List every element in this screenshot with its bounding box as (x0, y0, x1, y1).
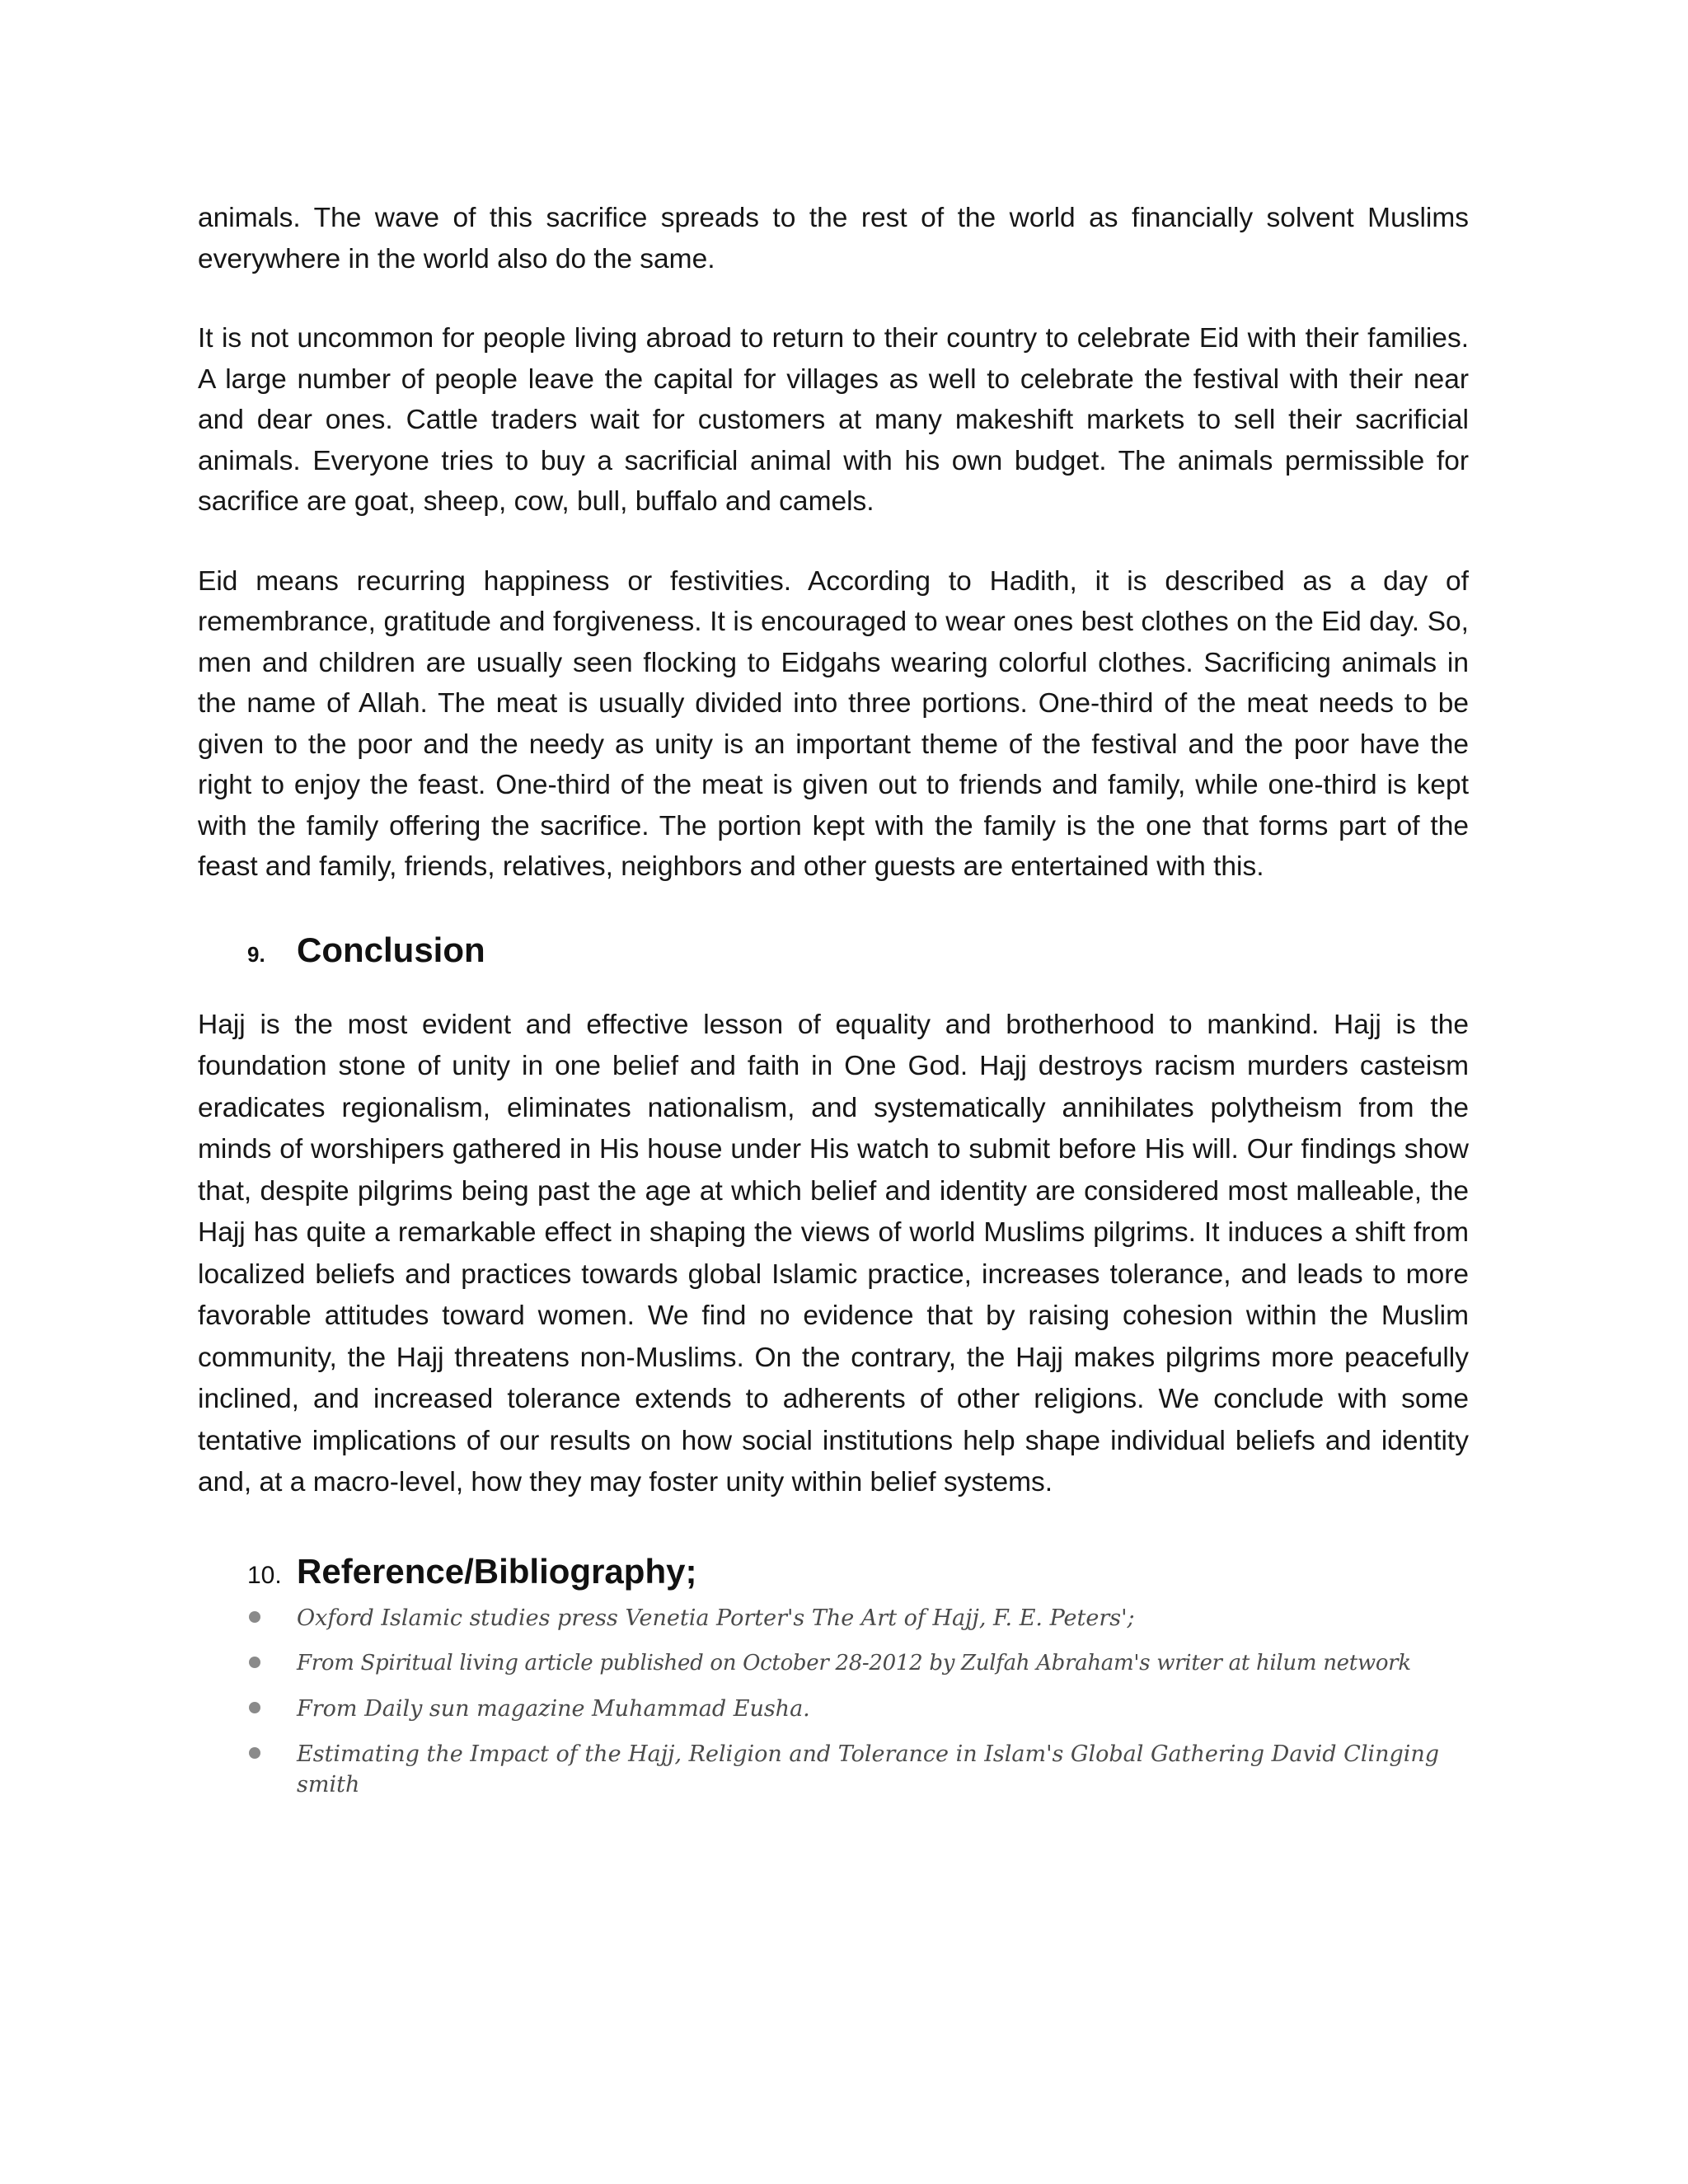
conclusion-text: Hajj is the most evident and effective lesson of equality and brotherhood to mankind. Hajj is the foundation stone of unity in one belief and faith in One God. Hajj destroys racism murders casteism eradicates regionalism, eliminates nationalism, and systematically annihilates polytheism from the minds of worshipers gathered in His house under His watch to submit before His will. Our findings show that, despite pilgrims being past the age at which belief and identity are considered most malleable, the Hajj has quite a remarkable effect in shaping the views of world Muslims pilgrims. It induces a shift from localized beliefs and practices towards global Islamic practice, increases tolerance, and leads to more favorable attitudes toward women. We find no evidence that by raising cohesion within the Muslim community, the Hajj threatens non-Muslims. On the contrary, the Hajj makes pilgrims more peacefully inclined, and increased tolerance extends to adherents of other religions. We conclude with some tentative implications of our results on how social institutions help shape individual beliefs and identity and, at a macro-level, how they may foster unity within belief systems. (198, 1009, 1469, 1497)
reference-text: Oxford Islamic studies press Venetia Porter's The Art of Hajj, F. E. Peters'; (297, 1605, 1135, 1631)
bullet-icon (249, 1611, 260, 1623)
references-number: 10. (247, 1561, 282, 1589)
reference-text: From Daily sun magazine Muhammad Eusha. (297, 1695, 810, 1722)
bullet-icon (249, 1702, 260, 1713)
references-heading (247, 1552, 1469, 1591)
paragraph-travel-home: It is not uncommon for people living abroad to return to their country to celebrate Eid with their families. A large number of people leave the capital for villages as well to celebrate the festival with their near and dear ones. Cattle traders wait for customers at many makeshift markets to sell their sacrificial animals. Everyone tries to buy a sacrificial animal with his own budget. The animals permissible for sacrifice are goat, sheep, cow, bull, buffalo and camels. (198, 323, 1469, 517)
reference-text: From Spiritual living article published on October 28-2012 by Zulfah Abraham's writer at hilum network (297, 1650, 1411, 1675)
bullet-icon (249, 1657, 260, 1668)
document-page (198, 198, 1469, 1815)
references-title: Reference/Bibliography; (297, 1551, 697, 1591)
reference-text: Estimating the Impact of the Hajj, Religion and Tolerance in Islam's Global Gathering David Clinging smith (297, 1741, 1440, 1797)
reference-item (198, 1603, 1469, 1633)
reference-item (198, 1648, 1469, 1679)
reference-item (198, 1694, 1469, 1724)
bullet-icon (249, 1747, 260, 1759)
reference-list (198, 1603, 1469, 1800)
reference-item (198, 1739, 1469, 1800)
paragraph-eid-meaning: Eid means recurring happiness or festivities. According to Hadith, it is described as a day of remembrance, gratitude and forgiveness. It is encouraged to wear ones best clothes on the Eid day. So, men and children are usually seen flocking to Eidgahs wearing colorful clothes. Sacrificing animals in the name of Allah. The meat is usually divided into three portions. One-third of the meat needs to be given to the poor and the needy as unity is an important theme of the festival and the poor have the right to enjoy the feast. One-third of the meat is given out to friends and family, while one-third is kept with the family offering the sacrifice. The portion kept with the family is the one that forms part of the feast and family, friends, relatives, neighbors and other guests are entertained with this. (198, 565, 1469, 882)
conclusion-heading (247, 930, 1469, 970)
paragraph-sacrifice-wave: animals. The wave of this sacrifice spreads to the rest of the world as financially solvent Muslims everywhere in the world also do the same. (198, 203, 1469, 274)
conclusion-number: 9. (247, 941, 265, 967)
conclusion-title: Conclusion (297, 930, 485, 969)
